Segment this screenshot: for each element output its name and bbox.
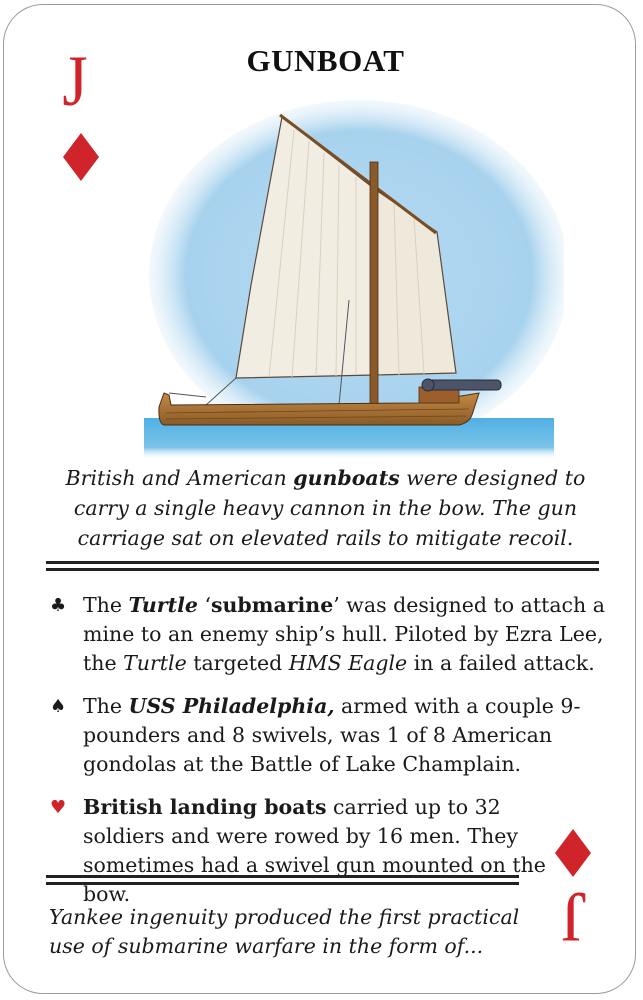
divider-bottom-line-2	[46, 882, 519, 885]
divider-top-line-1	[46, 561, 599, 564]
gunboat-illustration	[144, 75, 564, 460]
playing-card	[3, 4, 636, 994]
fact-item-heart	[48, 793, 583, 909]
caption-bold-term: gunboats	[293, 466, 400, 490]
divider-top-line-2	[46, 568, 599, 571]
heart-suit-icon: ♥	[50, 797, 67, 818]
caption-text-2: were designed to carry a single heavy cannon in the bow. The gun carriage sat on elevated rails to mitigate recoil.	[73, 466, 586, 550]
rank-index-top: J	[62, 41, 88, 121]
diamond-suit-icon-bottom	[553, 829, 593, 877]
divider-bottom-line-1	[46, 875, 519, 878]
fact-item-club	[48, 591, 608, 678]
fact-text: British landing boats carried up to 32 soldiers and were rowed by 16 men. They sometimes had a swivel gun mounted on the bow.	[83, 795, 546, 906]
card-caption	[54, 463, 597, 553]
spade-suit-icon: ♠	[50, 696, 67, 717]
fact-text: The Turtle ‘submarine’ was designed to attach a mine to an enemy ship’s hull. Piloted by Ezra Lee, the Turtle targeted HMS Eagle in a failed attack.	[83, 593, 605, 675]
diamond-suit-icon-top	[61, 133, 101, 181]
teaser-text: Yankee ingenuity produced the first practical use of submarine warfare in the form of...	[49, 905, 520, 958]
fact-item-spade	[48, 692, 608, 779]
fact-text: The USS Philadelphia, armed with a couple 9-pounders and 8 swivels, was 1 of 8 American gondolas at the Battle of Lake Champlain.	[83, 694, 581, 776]
caption-text-1: British and American	[65, 466, 294, 490]
club-suit-icon: ♣	[50, 595, 67, 616]
rank-index-bottom: J	[561, 877, 587, 957]
facts-list	[48, 591, 608, 923]
card-title: GUNBOAT	[246, 43, 405, 78]
